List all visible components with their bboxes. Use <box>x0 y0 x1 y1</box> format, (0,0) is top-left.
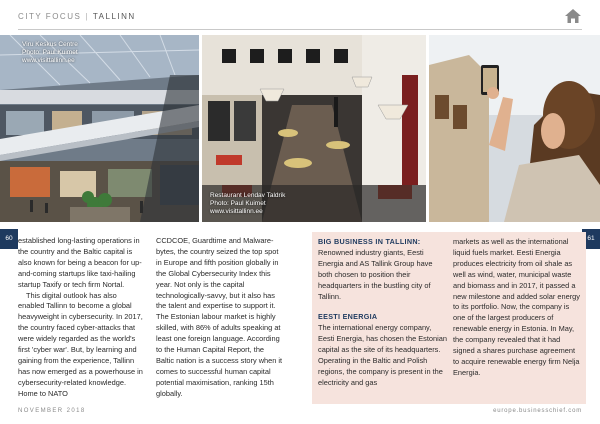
section-label: CITY FOCUS <box>18 12 82 21</box>
paragraph: established long-lasting operations in the country and the Baltic capital is also known for being a beacon for up-and-coming startups like taxi-hailing startup Taxify or tech firm Nortal. <box>18 236 142 289</box>
city-label: TALLINN <box>92 12 136 21</box>
sidebar-column-1 <box>318 237 448 389</box>
paragraph: CCDCOE, Guardtime and Malware-bytes, the country seized the top spot in Europe and fifth position globally in the Global Cybersecurity Index this year. Not only is the capital technologically-savvy, but it also has the talent and expertise to support it. The Estonian labour market is highly skilled, with 86% of adults speaking at least one foreign language. According to the Human Capital Report, the Baltic nation is a success story when it comes to successful human capital potential maximisation, ranking 15th globally. <box>156 236 283 398</box>
section-title <box>18 12 136 21</box>
caption-line: www.visittallinn.ee <box>22 57 75 64</box>
home-icon[interactable] <box>564 8 582 24</box>
article-column-2 <box>156 236 284 400</box>
sidebar-heading: BIG BUSINESS IN TALLINN: <box>318 237 421 246</box>
sidebar-paragraph: markets as well as the international liquid fuels market. Eesti Energia produces electricity from oil shale as well as wind, water, municipal waste and biomass and in 2017, it passed a new milestone and added solar energy to its portfolio. Now, the company is one of the largest producers of renewable energy in Estonia. In May, the company revealed that it had signed a shares purchase agreement to acquire renewable energy firm Nelja Energia. <box>453 237 580 377</box>
sidebar-paragraph: The international energy company, Eesti Energia, has chosen the Estonian capital as the site of its headquarters. Operating in the Baltic and Polish regions, the company is present in the electricity and gas <box>318 323 448 387</box>
sidebar-heading: EESTI ENERGIA <box>318 312 378 322</box>
sidebar-column-2 <box>453 237 581 379</box>
header-separator: | <box>85 12 89 21</box>
footer-date: NOVEMBER 2018 <box>18 408 86 414</box>
sidebar-paragraph: Renowned industry giants, Eesti Energia and AS Tallink Group have both chosen to position their headquarters in the bustling city of Tallinn. <box>318 247 433 301</box>
page-number-right: 61 <box>582 229 600 249</box>
article-column-1 <box>18 236 144 400</box>
photo-caption <box>210 192 285 216</box>
caption-line: Photo: Paul Kuimet <box>22 49 78 56</box>
page-header <box>18 8 582 28</box>
photo-caption <box>22 41 78 65</box>
photo-tourist <box>429 35 600 222</box>
photo-restaurant <box>202 35 426 222</box>
caption-line: www.visittallinn.ee <box>210 208 263 215</box>
photo-viru-keskus <box>0 35 199 222</box>
caption-line: Photo: Paul Kuimet <box>210 200 266 207</box>
business-sidebar <box>312 232 586 404</box>
caption-line: Viru Keskus Centre <box>22 41 78 48</box>
page-number-left: 60 <box>0 229 18 249</box>
caption-line: Restaurant Lendav Taldrik <box>210 192 286 199</box>
paragraph: This digital outlook has also enabled Tallinn to become a global heavyweight in cybersecurity. In 2017, the country faced cyber-attacks that were widely regarded as the world's first 'cyber war'. But, by learning and gaining from the experience, Tallinn has now emerged as a powerhouse in cybersecurity-related knowledge. Home to NATO <box>18 290 143 398</box>
header-divider <box>18 29 582 30</box>
footer-url[interactable]: europe.businesschief.com <box>493 408 582 414</box>
